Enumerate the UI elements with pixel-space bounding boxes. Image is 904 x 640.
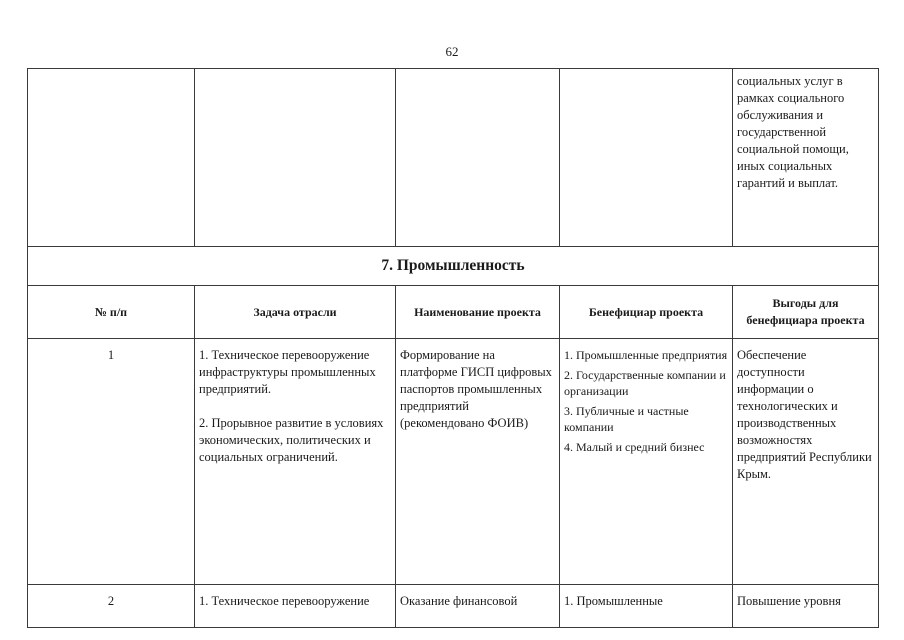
task-cell: 1. Техническое перевооружение — [195, 585, 396, 628]
empty-cell — [396, 69, 560, 247]
beneficiary-item: 1. Промышленные предприятия — [564, 348, 728, 362]
page-number: 62 — [445, 44, 459, 59]
beneficiary-cell: 1. Промышленные — [560, 585, 733, 628]
empty-cell — [28, 69, 195, 247]
projects-table — [27, 68, 879, 628]
beneficiary-cell — [560, 339, 733, 585]
beneficiary-item: 3. Публичные и частные компании — [564, 404, 689, 434]
task-item: 2. Прорывное развитие в условиях экономических, политических и социальных ограничений. — [199, 416, 384, 464]
project-name-cell: Формирование на платформе ГИСП цифровых паспортов промышленных предприятий (рекомендовано ФОИВ) — [396, 339, 560, 585]
row-number: 2 — [28, 585, 195, 628]
section-cell — [28, 247, 879, 286]
task-item: 1. Техническое перевооружение инфраструктуры промышленных предприятий. — [199, 348, 376, 396]
empty-cell — [560, 69, 733, 247]
task-cell — [195, 339, 396, 585]
header-benefits: Выгоды для бенефициара проекта — [733, 286, 879, 339]
section-row — [28, 247, 879, 286]
benefits-cell: Обеспечение доступности информации о технологических и производственных возможностях предприятий Республики Крым. — [733, 339, 879, 585]
project-name-cell: Оказание финансовой — [396, 585, 560, 628]
section-title: 7. Промышленность — [381, 257, 525, 274]
row-number: 1 — [28, 339, 195, 585]
beneficiary-item: 2. Государственные компании и организации — [564, 368, 726, 398]
beneficiary-item: 4. Малый и средний бизнес — [564, 440, 705, 454]
benefits-text: социальных услуг в рамках социального обслуживания и государственной социальной помощи, иных социальных гарантий и выплат. — [737, 74, 849, 190]
header-project-name: Наименование проекта — [396, 286, 560, 339]
table-row — [28, 339, 879, 585]
benefits-cell: Повышение уровня — [733, 585, 879, 628]
header-number: № п/п — [28, 286, 195, 339]
header-beneficiary: Бенефициар проекта — [560, 286, 733, 339]
header-row — [28, 286, 879, 339]
benefits-cell — [733, 69, 879, 247]
empty-cell — [195, 69, 396, 247]
table-row-continued — [28, 69, 879, 247]
header-task: Задача отрасли — [195, 286, 396, 339]
table-row — [28, 585, 879, 628]
